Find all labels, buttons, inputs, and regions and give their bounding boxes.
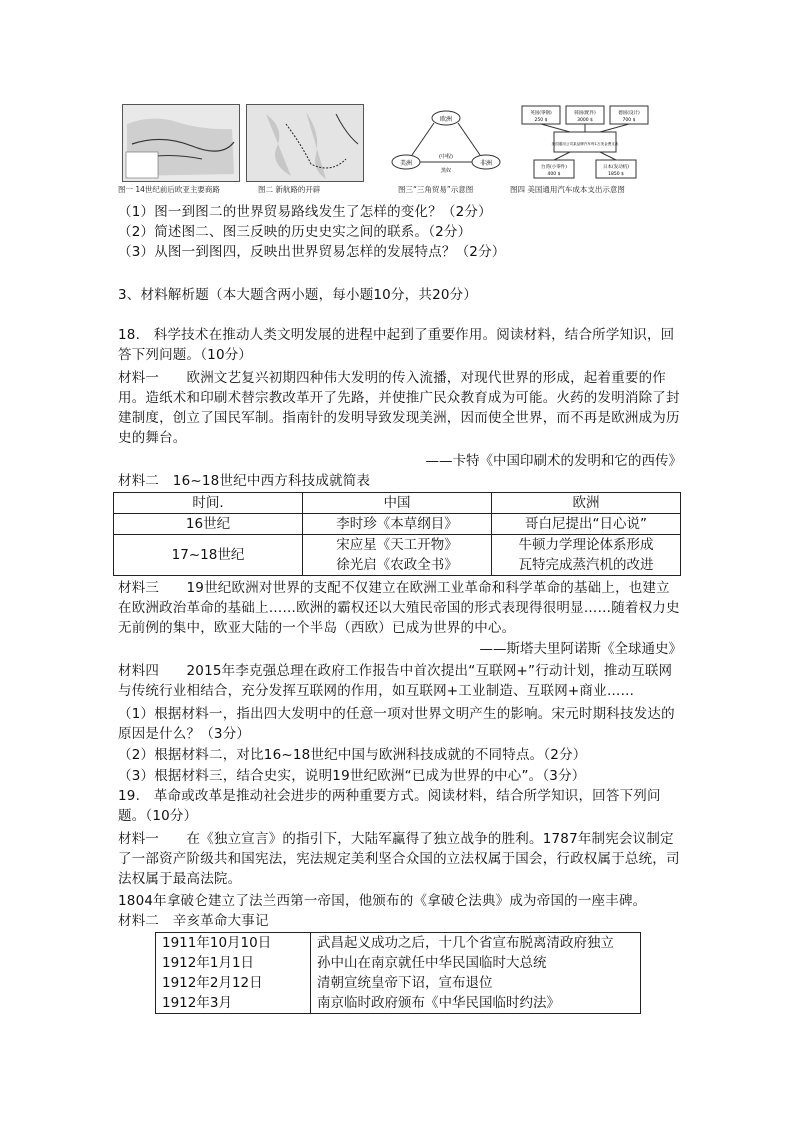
q18-question-3: （3）根据材料三，结合史实，说明19世纪欧洲“已成为世界的中心”。（3分） (118, 768, 586, 784)
q18-material-3: 材料三 19世纪欧洲对世界的支配不仅建立在欧洲工业革命和科学革命的基础上，也建立在欧洲政治革命的基础上……欧洲的霸权还以大殖民帝国的形式表现得很明显……随着权力史无前例的集中，欧亚大陆的一个半岛（西欧）已成为世界的中心。 (118, 580, 680, 636)
q19-material-2-title: 材料二 辛亥革命大事记 (118, 913, 269, 929)
row-2-europe (492, 535, 681, 576)
box-uk-value: 250 $ (534, 118, 548, 123)
label-slaves: 黑奴 (440, 168, 452, 174)
q18-material-3-source: ——斯塔夫里阿诺斯《全球通史》 (479, 641, 682, 657)
row-1-time: 16世纪 (114, 514, 303, 535)
q18-material-4: 材料四 2015年李克强总理在政府工作报告中首次提出“互联网+”行动计划，推动互联网与传统行业相结合，充分发挥互联网的作用，如互联网+工业制造、互联网+商业…… (118, 663, 673, 699)
box-center-label: 美国通用公司某品牌汽车每1万美金费支出 (551, 142, 619, 146)
new-routes-map-image (246, 104, 364, 182)
row-2-china-item-1: 宋应星《天工开物》 (336, 537, 458, 553)
table-row (114, 535, 681, 576)
figure-1-map (122, 104, 240, 182)
gm-cost-diagram (520, 104, 650, 182)
figure-4-caption: 图四 美国通用汽车成本支出示意图 (510, 185, 625, 194)
q18-material-2-title: 材料二 16~18世纪中西方科技成就简表 (118, 473, 371, 489)
q19-stem: 19. 革命或改革是推动社会进步的两种重要方式。阅读材料，结合所学知识，回答下列问题。（10分） (118, 788, 661, 824)
event-4-date: 1912年3月 (156, 993, 311, 1014)
q18-question-1: （1）根据材料一，指出四大发明中的任意一项对世界文明产生的影响。宋元时期科技发达的原因是什么？（3分） (118, 706, 675, 742)
figure-2-caption: 图二 新航路的开辟 (258, 185, 321, 194)
q18-stem: 18. 科学技术在推动人类文明发展的进程中起到了重要作用。阅读材料，结合所学知识，回答下列问题。（10分） (118, 327, 675, 363)
header-china: 中国 (303, 493, 492, 514)
box-germany-value: 700 $ (622, 118, 636, 123)
row-2-china-item-2: 徐光启《农政全书》 (336, 557, 458, 573)
event-4-text: 南京临时政府颁布《中华民国临时约法》 (311, 993, 641, 1014)
section-3-heading: 3、材料解析题（本大题含两小题，每小题10分，共20分） (118, 287, 478, 303)
header-time: 时间. (114, 493, 303, 514)
event-2-text: 孙中山在南京就任中华民国临时大总统 (311, 953, 641, 973)
figure-strip (118, 104, 678, 196)
q19-material-1-napoleon: 1804年拿破仑建立了法兰西第一帝国，他颁布的《拿破仑法典》成为帝国的一座丰碑。 (118, 893, 647, 909)
box-taiwan-label: 台湾(小零件) (540, 165, 568, 170)
node-america: 美洲 (399, 160, 413, 167)
q18-question-2: （2）根据材料二，对比16~18世纪中国与欧洲科技成就的不同特点。（2分） (118, 747, 587, 763)
header-europe: 欧洲 (492, 493, 681, 514)
box-korea-label: 韩国(配件) (574, 111, 596, 116)
box-japan-value: 1850 $ (608, 172, 624, 177)
row-2-time: 17~18世纪 (114, 535, 303, 576)
node-africa: 非洲 (479, 160, 493, 167)
trade-route-map-image (122, 104, 240, 182)
question-17-2: （2）简述图二、图三反映的历史史实之间的联系。（2分） (118, 224, 472, 240)
figure-4-diagram (520, 104, 650, 182)
event-1-date: 1911年10月10日 (156, 933, 311, 954)
label-middle-passage: (中程) (439, 154, 453, 160)
table-header-row (114, 493, 681, 514)
row-2-europe-item-1: 牛顿力学理论体系形成 (518, 537, 654, 553)
question-17-3: （3）从图一到图四，反映出世界贸易怎样的发展特点？（2分） (118, 244, 506, 260)
event-2-date: 1912年1月1日 (156, 953, 311, 973)
q19-material-1: 材料一 在《独立宣言》的指引下，大陆军赢得了独立战争的胜利。1787年制宪会议制定了一部资产阶级共和国宪法，宪法规定美利坚合众国的立法权属于国会，行政权属于总统，司法权属于最高法院。 (118, 831, 680, 887)
event-3-text: 清朝宣统皇帝下诏，宣布退位 (311, 973, 641, 993)
q18-material-1: 材料一 欧洲文艺复兴初期四种伟大发明的传入流播，对现代世界的形成，起着重要的作用。造纸术和印刷术替宗教改革开了先路，并使推广民众教育成为可能。火药的发明消除了封建制度，创立了国民军制。指南针的发明导致发现美洲，因而使全世界，而不再是欧洲成为历史的舞台。 (118, 370, 680, 446)
row-2-china (303, 535, 492, 576)
q18-material-1-source: ——卡特《中国印刷术的发明和它的西传》 (425, 453, 682, 469)
q18-tech-table (113, 492, 681, 576)
table-row (156, 973, 641, 993)
box-japan-label: 日本(发动机) (602, 165, 630, 170)
row-2-europe-item-2: 瓦特完成蒸汽机的改进 (518, 557, 654, 573)
figure-1-caption: 图一 14世纪前后欧亚主要商路 (118, 185, 220, 194)
table-row (156, 953, 641, 973)
xinhai-events-table (155, 932, 641, 1014)
row-1-china: 李时珍《本草纲目》 (303, 514, 492, 535)
node-europe: 欧洲 (439, 116, 453, 123)
event-1-text: 武昌起义成功之后，十几个省宣布脱离清政府独立 (311, 933, 641, 954)
box-germany-label: 德国(设计) (618, 111, 640, 116)
figure-3-caption: 图三“三角贸易”示意图 (398, 185, 474, 194)
table-row (156, 933, 641, 954)
box-uk-label: 英国(零钢) (530, 111, 552, 116)
figure-3-diagram (386, 106, 506, 180)
event-3-date: 1912年2月12日 (156, 973, 311, 993)
box-taiwan-value: 400 $ (547, 172, 561, 177)
triangle-trade-diagram (386, 106, 506, 180)
figure-2-map (246, 104, 364, 182)
row-1-europe: 哥白尼提出“日心说” (492, 514, 681, 535)
question-17-1: （1）图一到图二的世界贸易路线发生了怎样的变化？（2分） (118, 204, 492, 220)
table-row (156, 993, 641, 1014)
table-row (114, 514, 681, 535)
box-korea-value: 3000 $ (577, 118, 593, 123)
